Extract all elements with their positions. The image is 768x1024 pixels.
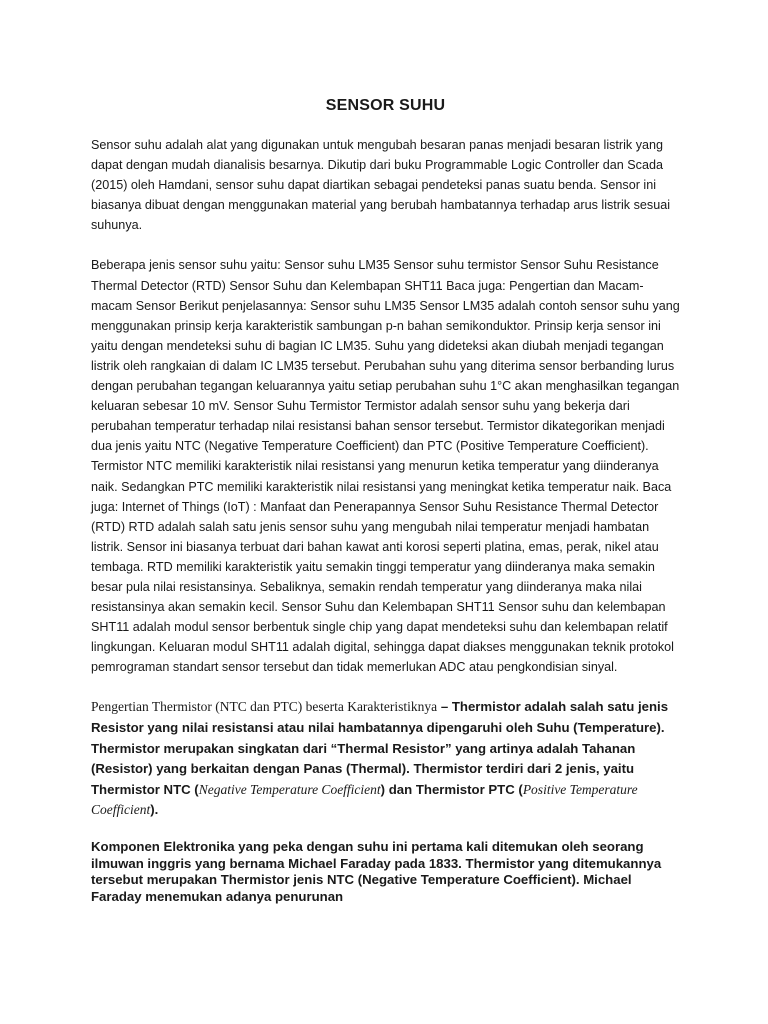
thermistor-section-heading: Pengertian Thermistor (NTC dan PTC) beserta Karakteristiknya bbox=[91, 699, 438, 715]
sensor-types-paragraph: Beberapa jenis sensor suhu yaitu: Sensor suhu LM35 Sensor suhu termistor Sensor Suhu Resistance Thermal Detector (RTD) Sensor Suhu dan Kelembapan SHT11 Baca juga: Pengertian dan Macam-macam Sensor Berikut penjelasannya: Sensor suhu LM35 Sensor LM35 adalah contoh sensor suhu yang menggunakan prinsip kerja karakteristik sambungan p-n bahan semikonduktor. Prinsip kerja sensor ini yaitu dengan mendeteksi suhu di bagian IC LM35. Suhu yang dideteksi akan diubah menjadi tegangan listrik oleh rangkaian di dalam IC LM35 tersebut. Perubahan suhu yang diterima sensor berbanding lurus dengan perubahan tegangan keluarannya yaitu setiap perubahan suhu 1°C akan menghasilkan tegangan keluaran sebesar 10 mV. Sensor Suhu Termistor Termistor adalah sensor suhu yang bekerja dari perubahan temperatur terhadap nilai resistansi bahan sensor tersebut. Termistor dikategorikan menjadi dua jenis yaitu NTC (Negative Temperature Coefficient) dan PTC (Positive Temperature Coefficient). Termistor NTC memiliki karakteristik nilai resistansi yang menurun ketika temperatur yang diinderanya naik. Sedangkan PTC memiliki karakteristik nilai resistansi yang meningkat ketika temperatur naik. Baca juga: Internet of Things (IoT) : Manfaat dan Penerapannya Sensor Suhu Resistance Thermal Detector (RTD) RTD adalah salah satu jenis sensor suhu yang mengubah nilai temperatur menjadi hambatan listrik. Sensor ini biasanya terbuat dari bahan kawat anti korosi seperti platina, emas, perak, nikel atau tembaga. RTD memiliki karakteristik yaitu semakin tinggi temperatur yang diinderanya maka semakin besar pula nilai resistansinya. Sebaliknya, semakin rendah temperatur yang diinderanya maka nilai resistansinya akan semakin kecil. Sensor Suhu dan Kelembapan SHT11 Sensor suhu dan kelembapan SHT11 adalah modul sensor berbentuk single chip yang dapat mendeteksi suhu dan kelembapan relatif lingkungan. Keluaran modul SHT11 adalah digital, sehingga dapat diakses menggunakan teknik protokol pemrograman standart sensor tersebut dan tidak memerlukan ADC atau pengkondisian sinyal. bbox=[91, 258, 680, 675]
definition-text-3: ). bbox=[150, 802, 159, 818]
thermistor-definition-paragraph bbox=[91, 697, 680, 821]
ntc-expansion: Negative Temperature Coefficient bbox=[198, 781, 381, 797]
intro-paragraph: Sensor suhu adalah alat yang digunakan untuk mengubah besaran panas menjadi besaran listrik yang dapat dengan mudah dianalisis besarnya. Dikutip dari buku Programmable Logic Controller dan Scada (2015) oleh Hamdani, sensor suhu dapat diartikan sebagai pendeteksi panas suatu benda. Sensor ini biasanya dibuat dengan menggunakan material yang berubah hambatannya terhadap arus listrik sesuai suhunya. bbox=[91, 138, 670, 233]
ptc-expansion: Positive Temperature Coefficient bbox=[91, 781, 638, 818]
definition-text-1: Thermistor adalah salah satu jenis Resistor yang nilai resistansi atau nilai hambatannya dipengaruhi oleh Suhu (Temperature). Thermistor merupakan singkatan dari “Thermal Resistor” yang artinya adalah Tahanan (Resistor) yang berkaitan dengan Panas (Thermal). Thermistor terdiri dari 2 jenis, yaitu Thermistor NTC ( bbox=[91, 699, 669, 797]
page-title: SENSOR SUHU bbox=[325, 97, 446, 114]
definition-text-2: ) dan Thermistor PTC ( bbox=[380, 781, 523, 797]
heading-dash: – bbox=[437, 699, 452, 715]
thermistor-section bbox=[91, 697, 680, 905]
faraday-paragraph: Komponen Elektronika yang peka dengan suhu ini pertama kali ditemukan oleh seorang ilmuwan inggris yang bernama Michael Faraday pada 1833. Thermistor yang ditemukannya tersebut merupakan Thermistor jenis NTC (Negative Temperature Coefficient). Michael Faraday menemukan adanya penurunan bbox=[91, 839, 662, 904]
